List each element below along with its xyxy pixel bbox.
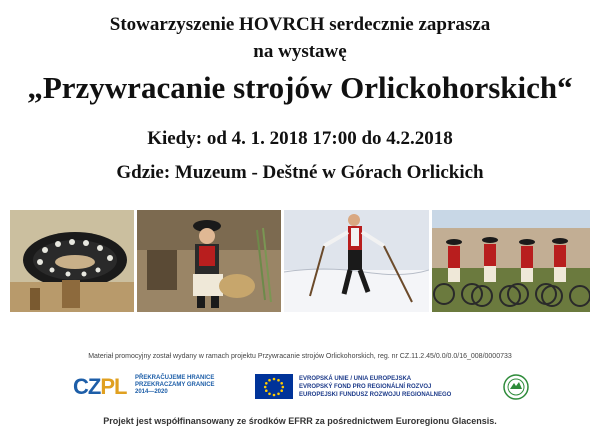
man-weaving-photo (137, 210, 281, 312)
czpl-line1: PŘEKRAČUJEME HRANICE (135, 375, 215, 381)
eu-line1: EVROPSKÁ UNIE / UNIA EUROPEJSKA (299, 376, 412, 382)
cofinancing-footer: Projekt jest współfinansowany ze środków EFRR za pośrednictwem Euroregionu Glacensis. (103, 416, 497, 426)
date-line: Kiedy: od 4. 1. 2018 17:00 do 4.2.2018 (147, 128, 453, 149)
czpl-mark-cz: CZ (73, 374, 101, 399)
eu-line2: EVROPSKÝ FOND PRO REGIONÁLNÍ ROZVOJ (299, 384, 432, 390)
man-in-snow-photo (284, 210, 429, 312)
euroregion-glacensis-logo (503, 374, 529, 400)
exhibition-line: na wystawę (253, 41, 347, 62)
project-note: Materiał promocyjny został wydany w ramach projektu Przywracanie strojów Orlickohorskich, reg. nr CZ.11.2.45/0.0/0.0/16_008/0000733 (88, 353, 512, 360)
eu-line3: EUROPEJSKI FUNDUSZ ROZWOJU REGIONALNEGO (299, 392, 452, 398)
czpl-line3: 2014—2020 (135, 389, 168, 395)
location-line: Gdzie: Muzeum - Deštné w Górach Orlickich (116, 162, 484, 183)
exhibition-title: „Przywracanie strojów Orlickohorskich“ (27, 70, 573, 105)
eu-logo (255, 374, 495, 400)
czpl-program-logo (73, 374, 251, 398)
invitation-line: Stowarzyszenie HOVRCH serdecznie zaprasza (109, 14, 491, 35)
czpl-mark-pl: PL (100, 374, 127, 399)
eu-flag-icon (255, 374, 293, 399)
men-with-bicycles-photo (432, 210, 590, 312)
lace-crafts-photo (10, 210, 134, 312)
czpl-mark (73, 374, 126, 400)
czpl-line2: PRZEKRACZAMY GRANICE (135, 382, 215, 388)
